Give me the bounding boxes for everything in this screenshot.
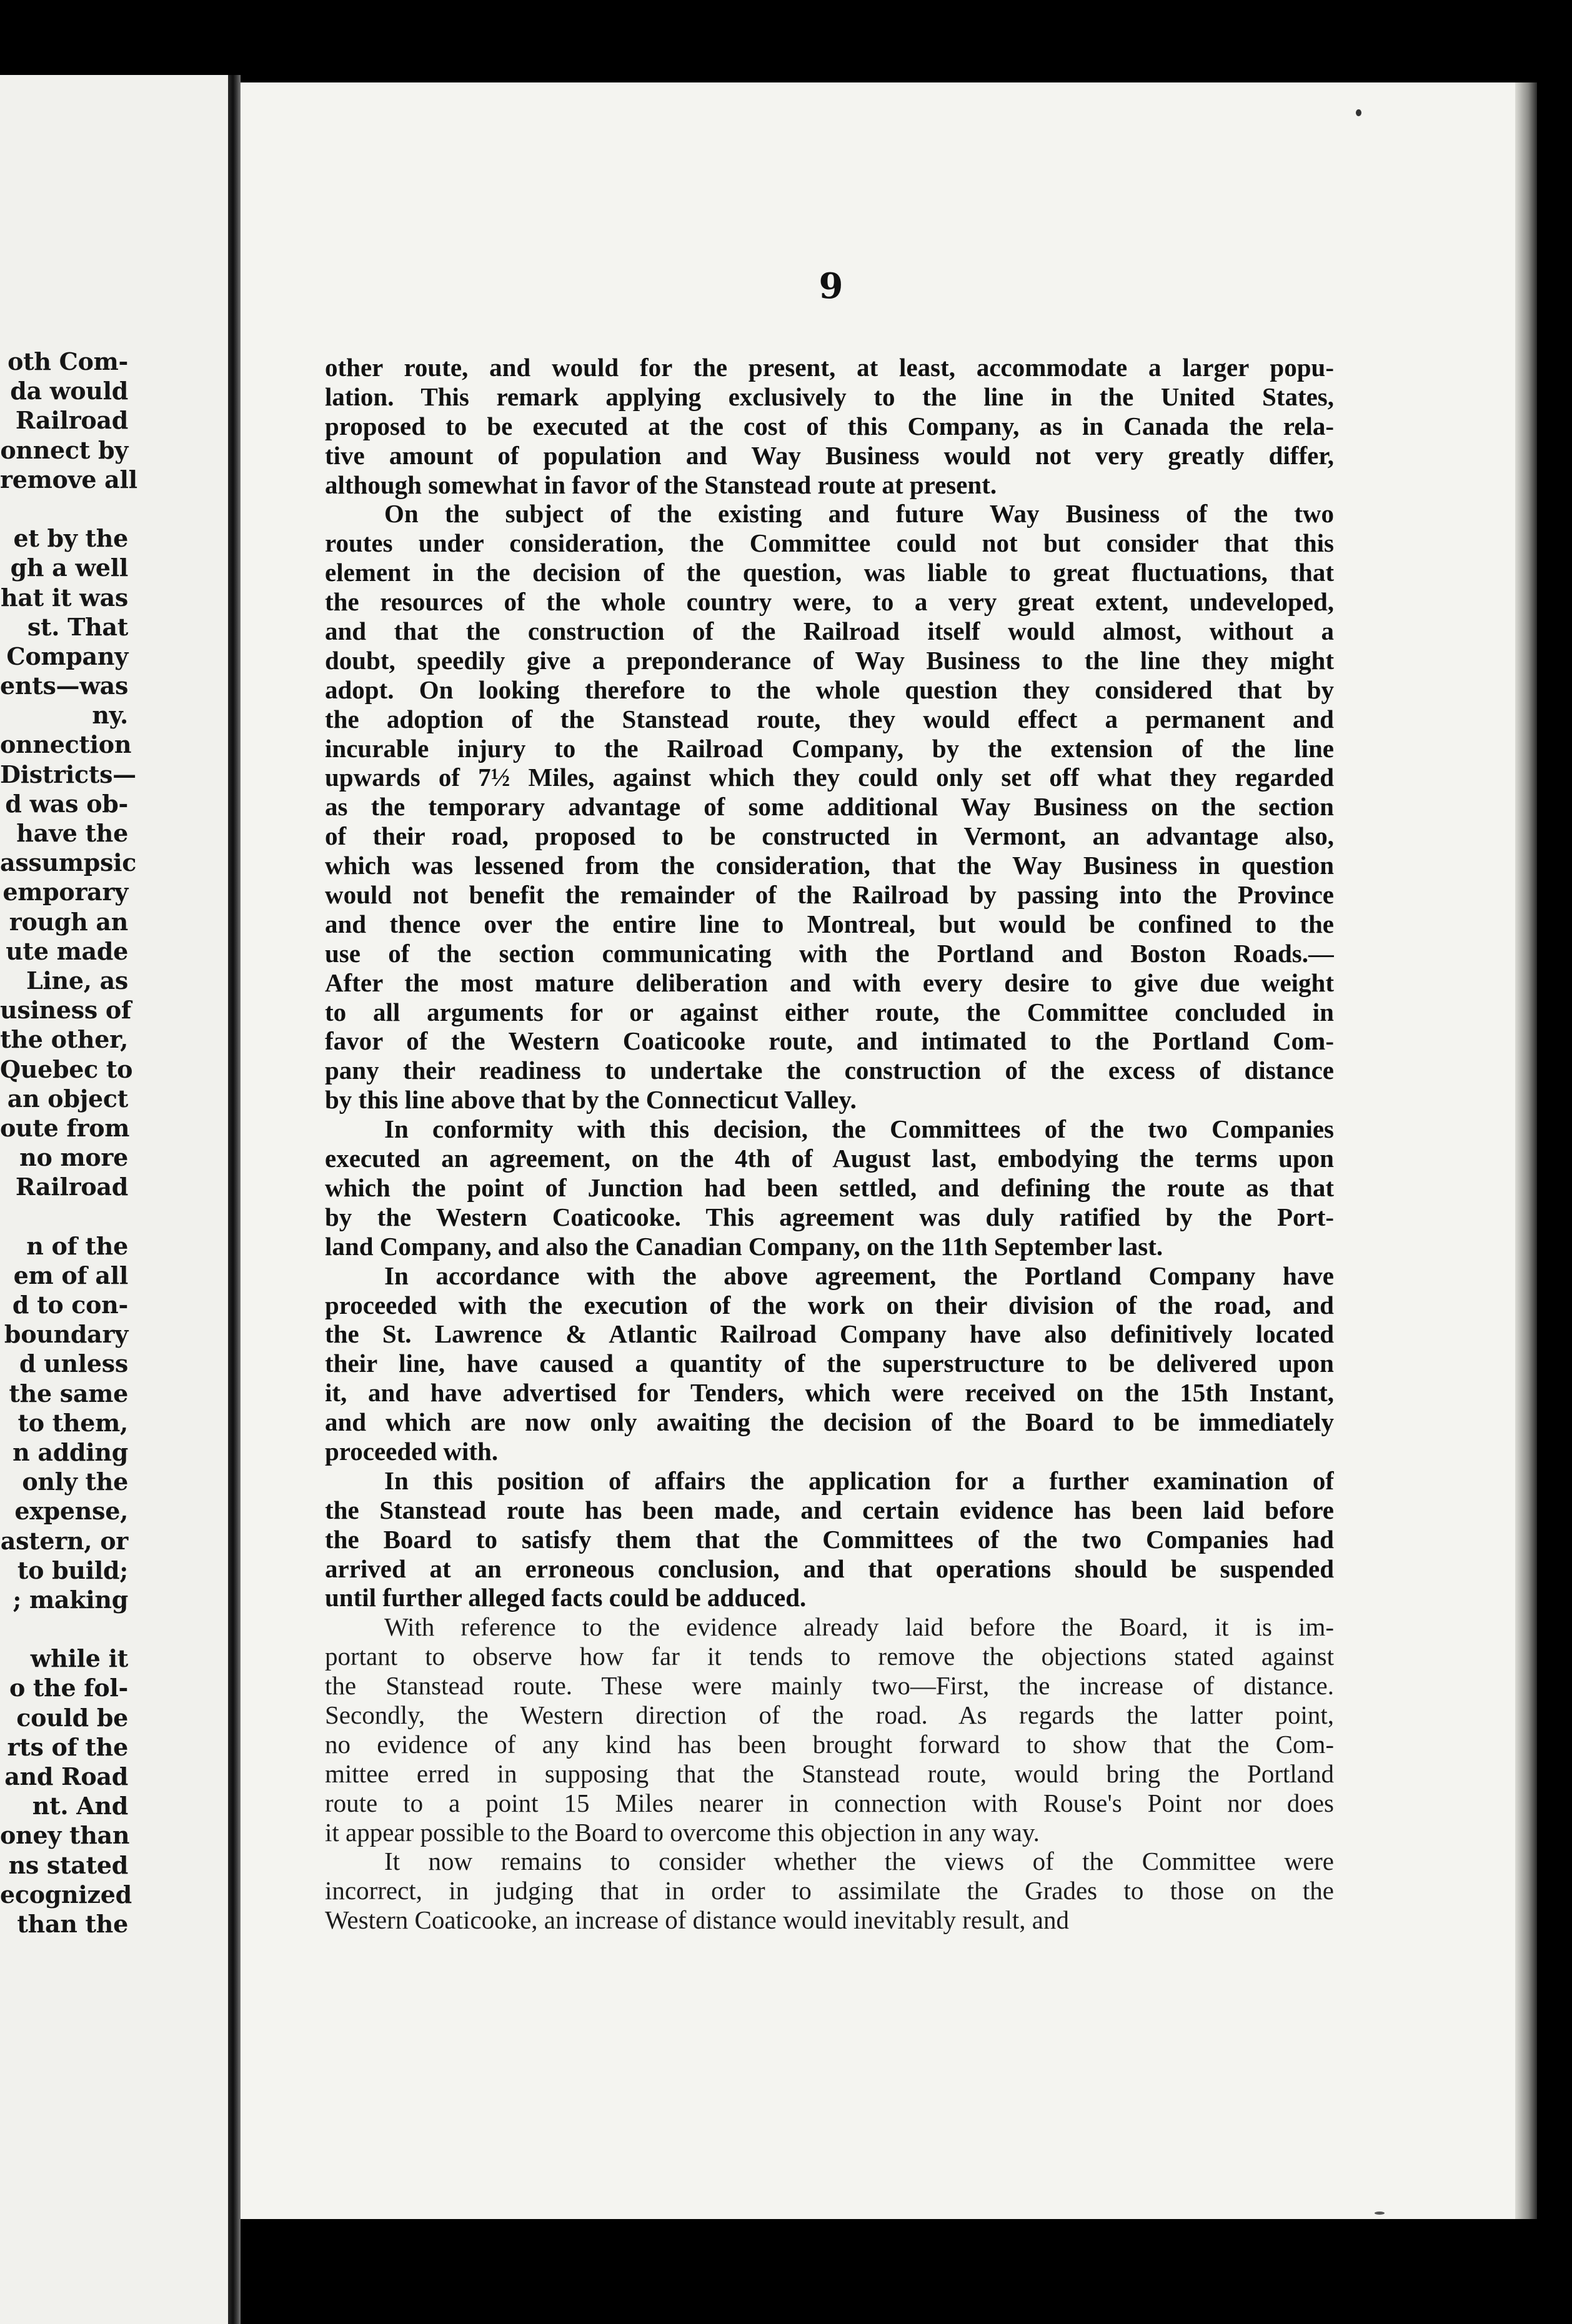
body-line: by this line above that by the Connecticut Valley. (325, 1085, 857, 1115)
body-line: incurable injury to the Railroad Company, by the extension of the line (325, 733, 1334, 763)
left-page-line: rts of the (7, 1732, 128, 1761)
body-line: In accordance with the above agreement, the Portland Company have (384, 1261, 1334, 1290)
left-page-line: while it (30, 1644, 128, 1673)
body-line: and which are now only awaiting the decision of the Board to be immediately (325, 1408, 1334, 1437)
body-line: it, and have advertised for Tenders, which were received on the 15th Instant, (325, 1378, 1334, 1408)
book-gutter (228, 75, 241, 2324)
body-line: portant to observe how far it tends to remove the objections stated against (325, 1642, 1334, 1671)
left-page-line: hat it was (1, 583, 128, 612)
body-text (325, 353, 1334, 1935)
left-page-line: no more (19, 1143, 128, 1172)
body-line: to all arguments for or against either route, the Committee concluded in (325, 997, 1334, 1026)
left-page-line: and Road (4, 1762, 128, 1790)
body-line: tive amount of population and Way Business would not very greatly differ, (325, 440, 1334, 470)
body-line: route to a point 15 Miles nearer in connection with Rouse's Point nor does (325, 1788, 1334, 1817)
left-page-line: an object (7, 1084, 128, 1113)
left-page-line: Company (6, 642, 128, 670)
left-page-line: boundary (4, 1320, 128, 1349)
left-page-line: to build; (17, 1556, 128, 1584)
body-line: It now remains to consider whether the views of the Committee were (384, 1847, 1334, 1876)
body-line: of their road, proposed to be constructed in Vermont, an advantage also, (325, 822, 1334, 851)
body-line: the Stanstead route has been made, and certain evidence has been laid before (325, 1495, 1334, 1524)
left-page-line: ny. (92, 701, 128, 730)
body-line: mittee erred in supposing that the Stanstead route, would bring the Portland (325, 1759, 1334, 1788)
body-line: the resources of the whole country were, to a very great extent, undeveloped, (325, 587, 1334, 617)
page-number: 9 (818, 266, 843, 307)
body-line: proceeded with. (325, 1436, 499, 1466)
left-page-line: o the fol- (9, 1674, 128, 1702)
left-page-line: ute made (6, 936, 128, 965)
left-page-line: remove all (0, 465, 137, 494)
left-page-line: oth Com- (7, 347, 128, 375)
body-line: other route, and would for the present, at least, accommodate a larger popu- (325, 353, 1334, 382)
body-line: doubt, speedily give a preponderance of Way Business to the line they might (325, 645, 1334, 675)
left-page-line: Districts— (0, 760, 136, 788)
body-line: upwards of 7½ Miles, against which they could only set off what they regarded (325, 763, 1334, 792)
left-page-line: astern, or (0, 1526, 128, 1555)
body-line: the Board to satisfy them that the Committees of the two Companies had (325, 1524, 1334, 1554)
left-page-line: onnect by (0, 435, 128, 464)
left-page-line: da would (10, 377, 128, 405)
left-page-line: st. That (27, 612, 128, 641)
left-page-line: d was ob- (5, 789, 128, 818)
left-page-line (0, 494, 128, 524)
left-page-line: gh a well (10, 554, 128, 582)
left-page-line: than the (17, 1909, 128, 1938)
left-page-line: oute from (0, 1113, 130, 1142)
left-page-line: the same (9, 1379, 128, 1408)
left-page-line: d unless (19, 1349, 128, 1378)
left-page-line: only the (22, 1467, 128, 1496)
body-line: incorrect, in judging that in order to assimilate the Grades to those on the (325, 1876, 1334, 1905)
body-line: the St. Lawrence & Atlantic Railroad Company have also definitively located (325, 1319, 1334, 1349)
ink-speck (1375, 2212, 1385, 2215)
body-line: and thence over the entire line to Montreal, but would be confined to the (325, 909, 1334, 938)
body-line: On the subject of the existing and future Way Business of the two (384, 499, 1334, 529)
left-page-line: Quebec to (0, 1055, 133, 1083)
body-line: lation. This remark applying exclusively to the line in the United States, (325, 382, 1334, 411)
left-page-line: assumpsic (0, 848, 137, 877)
left-page-line: expense, (14, 1497, 128, 1526)
left-page-line: emporary (2, 878, 128, 906)
body-line: it appear possible to the Board to overcome this objection in any way. (325, 1817, 1040, 1847)
body-line: With reference to the evidence already laid before the Board, it is im- (384, 1612, 1334, 1642)
body-line: After the most mature deliberation and with every desire to give due weight (325, 968, 1334, 997)
body-line: their line, have caused a quantity of the superstructure to be delivered upon (325, 1349, 1334, 1378)
left-page-line: d to con- (12, 1291, 128, 1319)
left-page-line: Railroad (15, 406, 128, 435)
left-page-line: the other, (0, 1025, 128, 1054)
body-line: which the point of Junction had been settled, and defining the route as that (325, 1173, 1334, 1202)
body-line: the Stanstead route. These were mainly two—First, the increase of distance. (325, 1671, 1334, 1701)
body-line: element in the decision of the question, was liable to great fluctuations, that (325, 558, 1334, 587)
left-page-line: et by the (13, 524, 128, 553)
body-line: adopt. On looking therefore to the whole question they considered that by (325, 675, 1334, 704)
body-line: proceeded with the execution of the work on their division of the road, and (325, 1290, 1334, 1319)
body-line: proposed to be executed at the cost of this Company, as in Canada the rela- (325, 411, 1334, 440)
left-page-line: usiness of (0, 996, 131, 1025)
body-line: which was lessened from the consideration, that the Way Business in question (325, 851, 1334, 880)
left-page-line: ents—was (0, 672, 129, 700)
page-edge-shadow (1515, 82, 1537, 2219)
body-line: although somewhat in favor of the Stanstead route at present. (325, 470, 997, 499)
body-line: routes under consideration, the Committee could not but consider that this (325, 529, 1334, 558)
left-page-line: em of all (13, 1261, 128, 1289)
body-line: executed an agreement, on the 4th of August last, embodying the terms upon (325, 1144, 1334, 1173)
body-line: by the Western Coaticooke. This agreement was duly ratified by the Port- (325, 1202, 1334, 1231)
left-page-line: ecognized (0, 1880, 132, 1909)
body-line: In this position of affairs the application for a further examination of (384, 1466, 1334, 1495)
body-line: until further alleged facts could be adduced. (325, 1583, 807, 1612)
body-line: as the temporary advantage of some additional Way Business on the section (325, 792, 1334, 822)
body-line: pany their readiness to undertake the construction of the excess of distance (325, 1056, 1334, 1085)
left-page-line: n adding (12, 1438, 128, 1466)
left-page-line: Line, as (26, 966, 128, 995)
body-line: and that the construction of the Railroad itself would almost, without a (325, 617, 1334, 646)
body-line: favor of the Western Coaticooke route, and intimated to the Portland Com- (325, 1026, 1334, 1056)
body-line: In conformity with this decision, the Committees of the two Companies (384, 1115, 1334, 1144)
left-page-line: ns stated (8, 1850, 128, 1879)
left-page-line: have the (16, 819, 128, 847)
left-page-line: n of the (26, 1231, 128, 1260)
left-page-line: could be (16, 1703, 128, 1732)
left-page-line: rough an (9, 907, 128, 936)
ink-speck (1356, 109, 1361, 116)
left-page-text-column (0, 347, 137, 1939)
body-line: no evidence of any kind has been brought forward to show that the Com- (325, 1729, 1334, 1759)
left-page-line: oney than (0, 1821, 130, 1850)
body-line: the adoption of the Stanstead route, they would effect a permanent and (325, 704, 1334, 733)
body-line: would not benefit the remainder of the Railroad by passing into the Province (325, 880, 1334, 910)
left-page (0, 75, 228, 2324)
left-page-line: nt. And (32, 1792, 128, 1820)
body-line: use of the section communicating with the Portland and Boston Roads.— (325, 938, 1334, 968)
body-line: land Company, and also the Canadian Company, on the 11th September last. (325, 1231, 1163, 1261)
left-page-line: ; making (12, 1585, 128, 1614)
left-page-line (0, 1614, 128, 1644)
left-page-line: Railroad (15, 1173, 128, 1201)
left-page-line (0, 1201, 128, 1231)
body-line: arrived at an erroneous conclusion, and that operations should be suspended (325, 1554, 1334, 1583)
body-line: Secondly, the Western direction of the road. As regards the latter point, (325, 1700, 1334, 1729)
left-page-line: onnection (0, 730, 132, 759)
left-page-line: to them, (17, 1408, 128, 1437)
body-line: Western Coaticooke, an increase of distance would inevitably result, and (325, 1905, 1070, 1935)
